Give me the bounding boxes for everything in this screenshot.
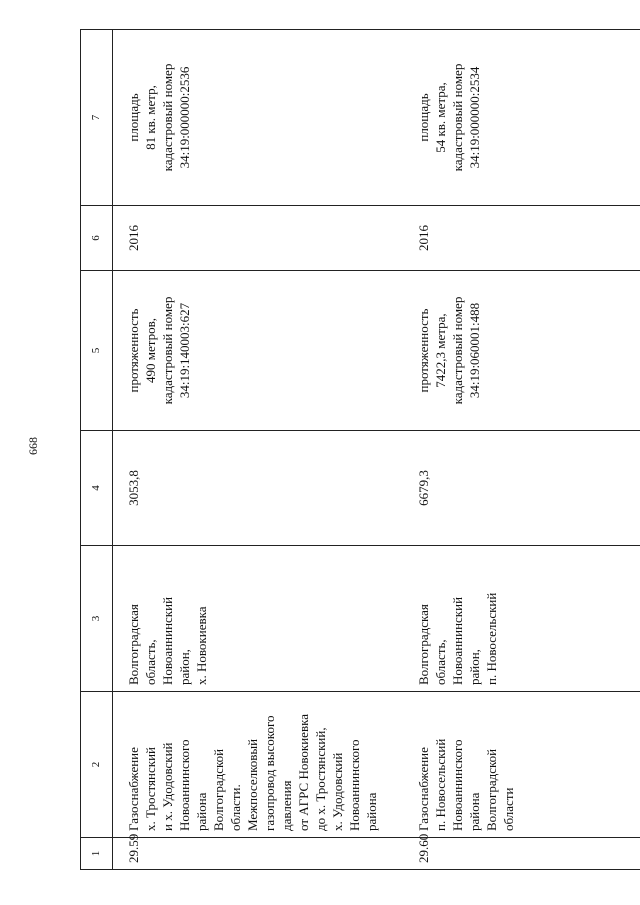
header-row bbox=[81, 30, 113, 870]
object-characteristics: протяженность 490 метров, кадастровый номер 34:19:140003:627 bbox=[113, 271, 404, 431]
column-header: 5 bbox=[81, 271, 113, 431]
object-address: Волгоградская область, Новоаннинский район, п. Новосельский bbox=[403, 546, 640, 692]
row-number: 29.59 bbox=[113, 838, 404, 870]
rotated-table-frame bbox=[80, 30, 637, 870]
column-header: 7 bbox=[81, 30, 113, 206]
object-value: 3053,8 bbox=[113, 431, 404, 546]
object-name: Газоснабжение п. Новосельский Новоаннинского района Волгоградской области bbox=[403, 692, 640, 838]
land-plot-info: площадь 81 кв. метр, кадастровый номер 34:19:000000:2536 bbox=[113, 30, 404, 206]
land-plot-info: площадь 54 кв. метра, кадастровый номер 34:19:000000:2534 bbox=[403, 30, 640, 206]
column-header: 4 bbox=[81, 431, 113, 546]
row-number: 29.60 bbox=[403, 838, 640, 870]
property-table bbox=[80, 29, 640, 870]
object-characteristics: протяженность 7422,3 метра, кадастровый номер 34:19:060001:488 bbox=[403, 271, 640, 431]
object-value: 6679,3 bbox=[403, 431, 640, 546]
page-number: 668 bbox=[26, 437, 40, 455]
column-header: 3 bbox=[81, 546, 113, 692]
column-header: 2 bbox=[81, 692, 113, 838]
object-year: 2016 bbox=[403, 206, 640, 271]
object-address: Волгоградская область, Новоаннинский район, х. Новокиевка bbox=[113, 546, 404, 692]
object-name: Газоснабжение х. Тростянский и х. Удодовский Новоаннинского района Волгоградской области. Межпоселковый газопровод высокого давления от АГРС Новокиевка до х. Тростянский, х. Удодовский Новоаннинского района bbox=[113, 692, 404, 838]
table-container bbox=[80, 30, 637, 870]
column-header: 6 bbox=[81, 206, 113, 271]
table-row bbox=[403, 30, 640, 870]
table-row bbox=[113, 30, 404, 870]
object-year: 2016 bbox=[113, 206, 404, 271]
column-header: 1 bbox=[81, 838, 113, 870]
